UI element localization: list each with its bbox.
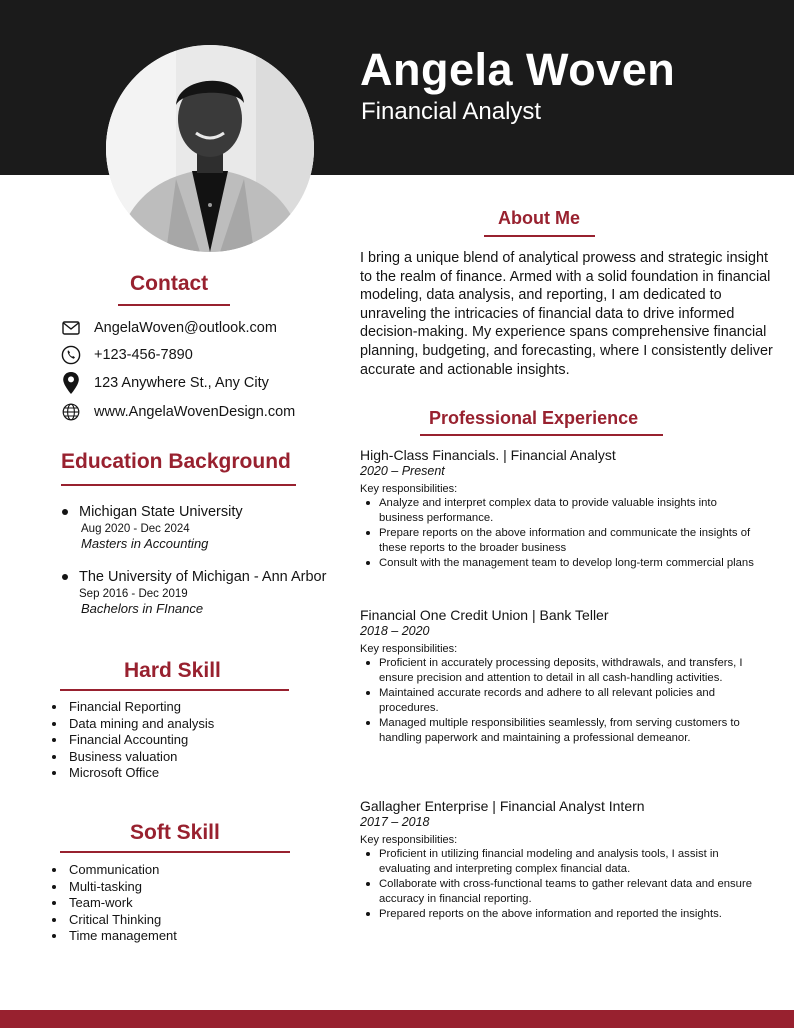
soft-skill-heading: Soft Skill — [130, 821, 220, 844]
list-item: Maintained accurate records and adhere to all relevant policies and procedures. — [360, 686, 760, 716]
list-item: Proficient in utilizing financial modeling and analysis tools, I assist in evaluating and interpreting complex financial data. — [360, 847, 760, 877]
contact-website: www.AngelaWovenDesign.com — [94, 404, 296, 420]
hard-skill-heading-rule — [60, 689, 289, 691]
about-paragraph: I bring a unique blend of analytical prowess and strategic insight to the realm of finance. Armed with a solid foundation in financial modeling, data analysis, and reporting, I am dedicated to unraveling the intricacies of financial data to drive informed decision-making. My experience spans comprehensive financial planning, budgeting, and forecasting, where I consistently deliver accurate and actionable insights. — [360, 250, 773, 378]
contact-email-row[interactable] — [60, 317, 277, 339]
list-item: Data mining and analysis — [52, 716, 214, 733]
experience-heading-rule — [420, 434, 663, 436]
candidate-name: Angela Woven — [360, 44, 676, 95]
list-item: Microsoft Office — [52, 765, 214, 782]
contact-phone-row[interactable] — [60, 344, 193, 366]
list-item: Business valuation — [52, 749, 214, 766]
job-dates: 2020 – Present — [360, 464, 445, 478]
list-item: Team-work — [52, 895, 177, 912]
candidate-title: Financial Analyst — [361, 98, 542, 125]
contact-heading: Contact — [130, 272, 209, 295]
contact-website-row[interactable] — [60, 401, 295, 423]
responsibility-list — [360, 847, 760, 922]
education-school — [62, 504, 243, 520]
experience-heading: Professional Experience — [429, 408, 639, 428]
list-item: Financial Reporting — [52, 699, 214, 716]
education-item — [62, 569, 326, 616]
soft-skill-list — [52, 862, 177, 945]
about-heading: About Me — [498, 208, 580, 228]
education-dates: Sep 2016 - Dec 2019 — [79, 588, 188, 600]
bullet — [62, 574, 68, 580]
key-responsibilities-label: Key responsibilities: — [360, 483, 458, 495]
list-item: Prepare reports on the above information and communicate the insights of these reports to the broader business — [360, 526, 760, 556]
education-dates: Aug 2020 - Dec 2024 — [81, 523, 190, 535]
list-item: Managed multiple responsibilities seamlessly, from serving customers to handling paperwork and maintaining a professional demeanor. — [360, 716, 760, 746]
responsibility-list — [360, 656, 760, 745]
job-header: High-Class Financials. | Financial Analyst — [360, 447, 616, 463]
education-item — [62, 504, 243, 551]
phone-icon — [60, 344, 82, 366]
list-item: Time management — [52, 928, 177, 945]
list-item: Multi-tasking — [52, 879, 177, 896]
profile-photo — [106, 45, 314, 252]
list-item: Analyze and interpret complex data to provide valuable insights into business performance. — [360, 496, 760, 526]
job-header: Gallagher Enterprise | Financial Analyst Intern — [360, 798, 645, 814]
soft-skill-heading-rule — [60, 851, 290, 853]
education-heading: Education Background — [61, 450, 291, 473]
education-degree: Masters in Accounting — [81, 536, 209, 551]
globe-icon — [60, 401, 82, 423]
education-degree: Bachelors in FInance — [81, 601, 204, 616]
list-item: Collaborate with cross-functional teams to gather relevant data and ensure accuracy in financial reporting. — [360, 877, 760, 907]
portrait-illustration — [106, 45, 314, 252]
hard-skill-list — [52, 699, 214, 782]
job-dates: 2018 – 2020 — [360, 624, 430, 638]
bullet — [62, 509, 68, 515]
job-header: Financial One Credit Union | Bank Teller — [360, 607, 609, 623]
education-school-name: Michigan State University — [79, 504, 243, 520]
mail-icon — [60, 317, 82, 339]
hard-skill-heading: Hard Skill — [124, 659, 221, 682]
list-item: Financial Accounting — [52, 732, 214, 749]
contact-phone: +123-456-7890 — [94, 347, 193, 363]
key-responsibilities-label: Key responsibilities: — [360, 834, 458, 846]
contact-address-row — [60, 372, 269, 394]
key-responsibilities-label: Key responsibilities: — [360, 643, 458, 655]
about-heading-rule — [484, 235, 595, 237]
list-item: Consult with the management team to develop long-term commercial plans — [360, 556, 760, 571]
job-dates: 2017 – 2018 — [360, 815, 430, 829]
list-item: Prepared reports on the above information and reported the insights. — [360, 907, 760, 922]
footer-band — [0, 1010, 794, 1028]
education-school-name: The University of Michigan - Ann Arbor — [79, 569, 327, 585]
contact-email: AngelaWoven@outlook.com — [94, 320, 277, 336]
contact-heading-rule — [118, 304, 230, 306]
list-item: Critical Thinking — [52, 912, 177, 929]
education-school — [62, 569, 326, 585]
job-entry — [360, 447, 760, 571]
responsibility-list — [360, 496, 760, 571]
education-heading-rule — [61, 484, 296, 486]
list-item: Communication — [52, 862, 177, 879]
contact-address: 123 Anywhere St., Any City — [94, 375, 269, 391]
list-item: Proficient in accurately processing deposits, withdrawals, and transfers, I ensure precision and attention to detail in all cash-handling activities. — [360, 656, 760, 686]
job-entry — [360, 607, 760, 745]
job-entry — [360, 798, 760, 922]
location-pin-icon — [60, 372, 82, 394]
